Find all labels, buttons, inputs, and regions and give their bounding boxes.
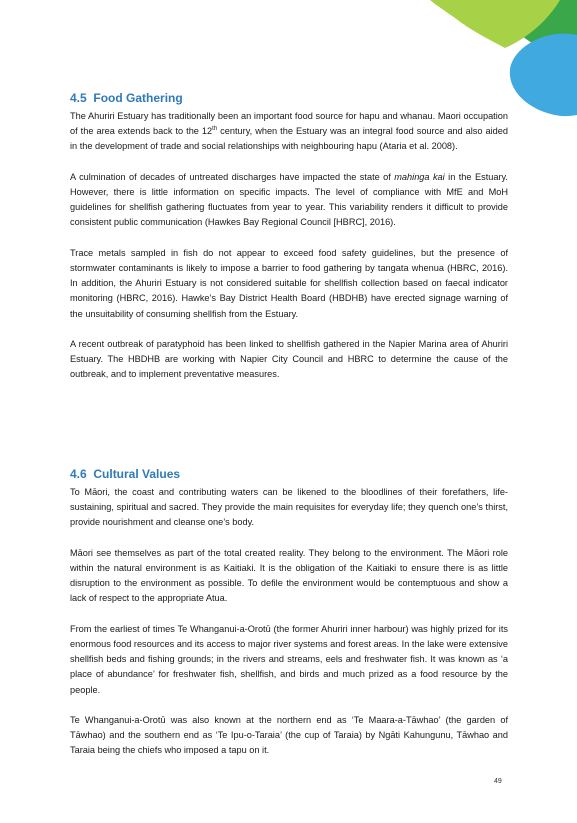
section-number: 4.6 (70, 467, 87, 481)
paragraph: Māori see themselves as part of the total created reality. They belong to the environment. The Māori role within the natural environment is as Kaitiaki. It is the obligation of the Kaitiaki to ensure there is as little disruption to the environment as possible. To defile the environment would be contemptuous and show a lack of respect to the appropriate Atua. (70, 547, 508, 604)
section-title: Food Gathering (93, 91, 183, 105)
section-food-gathering (70, 90, 508, 398)
corner-blue-shape (510, 34, 577, 117)
paragraph: A culmination of decades of untreated discharges have impacted the state of mahinga kai in the Estuary. However, there is little information on specific impacts. The level of compliance with MfE and MoH guidelines for shellfish gathering fluctuates from year to year. This variability renders it difficult to provide consistent public communication (Hawkes Bay Regional Council [HBRC], 2016). (70, 171, 508, 228)
corner-lime-shape (430, 0, 560, 48)
section-cultural-values (70, 466, 508, 774)
section-number: 4.5 (70, 91, 87, 105)
section-heading-cultural-values (70, 466, 508, 482)
section-title: Cultural Values (93, 467, 181, 481)
corner-green-shape (488, 0, 577, 62)
paragraph: Te Whanganui-a-Orotū was also known at the northern end as ‘Te Maara-a-Tāwhao’ (the garden of Tāwhao) and the southern end as ‘Te Ipu-o-Taraia’ (the cup of Taraia) by Ngāti Kahungunu, Tāwhao and Taraia being the chiefs who imposed a tapu on it. (70, 715, 508, 756)
page-number: 49 (494, 778, 502, 785)
section-heading-food-gathering (70, 90, 508, 106)
paragraph: The Ahuriri Estuary has traditionally been an important food source for hapu and whanau. Maori occupation of the area extends back to the 12th century, when the Estuary was an integral food source and also aided in the development of trade and social relationships with neighbouring hapu (Ataria et al. 2008). (70, 111, 509, 152)
paragraph: To Māori, the coast and contributing waters can be likened to the bloodlines of their forefathers, life-sustaining, spiritual and sacred. They provide the main requisites for everyday life; they quench one’s thirst, provide nourishment and cleanse one’s body. (70, 487, 508, 528)
paragraph: From the earliest of times Te Whanganui-a-Orotū (the former Ahuriri inner harbour) was highly prized for its enormous food resources and its access to major river systems and forest areas. In the lake were extensive shellfish beds and fishing grounds; in the rivers and streams, eels and freshwater fish. It was known as ‘a place of abundance’ for freshwater fish, shellfish, and birds and much prized as a food resource by the people. (70, 623, 508, 695)
paragraph: Trace metals sampled in fish do not appear to exceed food safety guidelines, but the presence of stormwater contaminants is likely to impose a barrier to food gathering by tangata whenua (HBRC, 2016). In addition, the Ahuriri Estuary is not considered suitable for shellfish collection based on faecal indicator monitoring (HBRC, 2016). Hawke’s Bay District Health Board (HBDHB) have erected signage warning of the unsuitability of consuming shellfish from the Estuary. (70, 247, 508, 319)
paragraph: A recent outbreak of paratyphoid has been linked to shellfish gathered in the Napier Marina area of Ahuriri Estuary. The HBDHB are working with Napier City Council and HBRC to determine the cause of the outbreak, and to implement preventative measures. (70, 339, 508, 380)
